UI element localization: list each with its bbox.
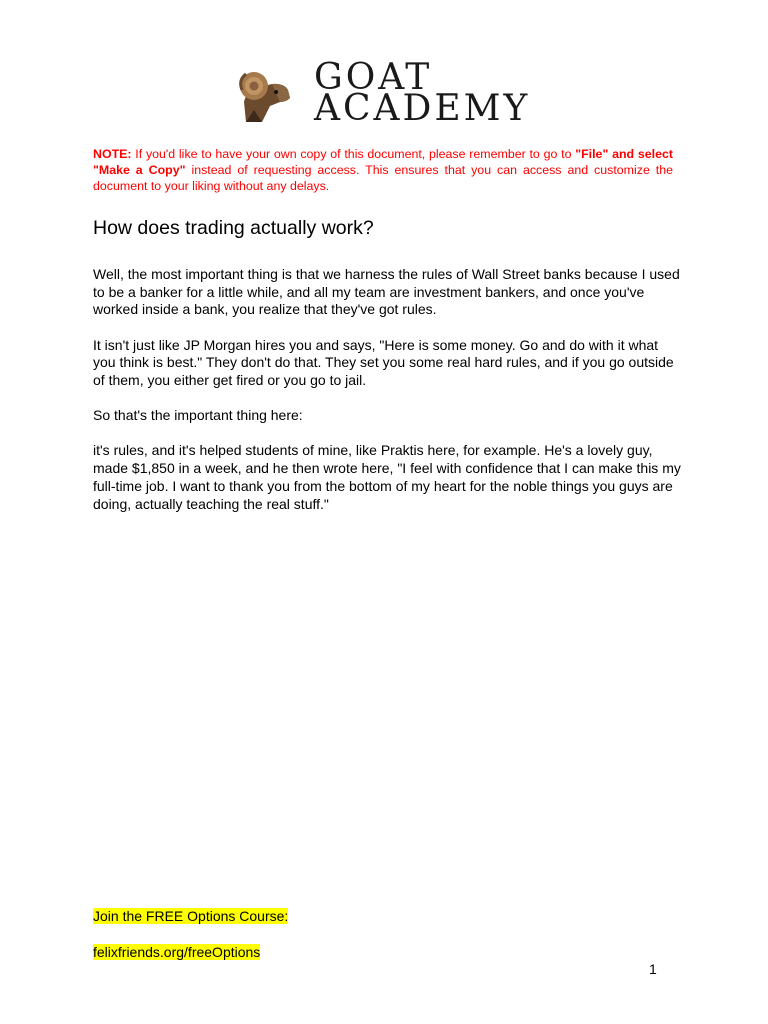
section-heading: How does trading actually work? bbox=[93, 217, 374, 239]
cta-line bbox=[93, 908, 288, 925]
ram-head-icon bbox=[232, 66, 294, 128]
paragraph-2: It isn't just like JP Morgan hires you and says, "Here is some money. Go and do with it what you think is best." They don't do that. They set you some real hard rules, and if you go outside of them, you either get fired or you go to jail. bbox=[93, 336, 674, 389]
paragraph-1: Well, the most important thing is that we harness the rules of Wall Street banks because I used to be a banker for a little while, and all my team are investment bankers, and once you've worked inside a bank, you realize that they've got rules. bbox=[93, 266, 680, 318]
logo-line-1: GOAT bbox=[314, 57, 433, 98]
body-text bbox=[93, 266, 683, 531]
cta-text: Join the FREE Options Course: bbox=[93, 908, 289, 924]
goat-academy-logo bbox=[232, 57, 542, 129]
page-number: 1 bbox=[649, 961, 657, 977]
note-label: NOTE: bbox=[93, 147, 132, 161]
paragraph-4: it's rules, and it's helped students of mine, like Praktis here, for example. He's a lovely guy, made $1,850 in a week, and he then wrote here, "I feel with confidence that I can make this my full-time job. I want to thank you from the bottom of my heart for the noble things you guys are doing, actually teaching the real stuff." bbox=[93, 442, 681, 512]
note-text-1: If you'd like to have your own copy of this document, please remember to go to bbox=[131, 147, 576, 161]
note-text-2: instead of requesting access. This ensures that you can access and customize the document to your liking without any delays. bbox=[93, 163, 673, 193]
paragraph-3: So that's the important thing here: bbox=[93, 407, 303, 424]
logo-line-2: ACADEMY bbox=[314, 88, 531, 129]
note-bold-instruction: "File" and select "Make a Copy" bbox=[93, 147, 673, 177]
cta-link-line bbox=[93, 944, 260, 961]
cta-link[interactable]: felixfriends.org/freeOptions bbox=[93, 944, 261, 960]
logo-wordmark bbox=[314, 57, 531, 129]
copy-note bbox=[93, 146, 673, 194]
